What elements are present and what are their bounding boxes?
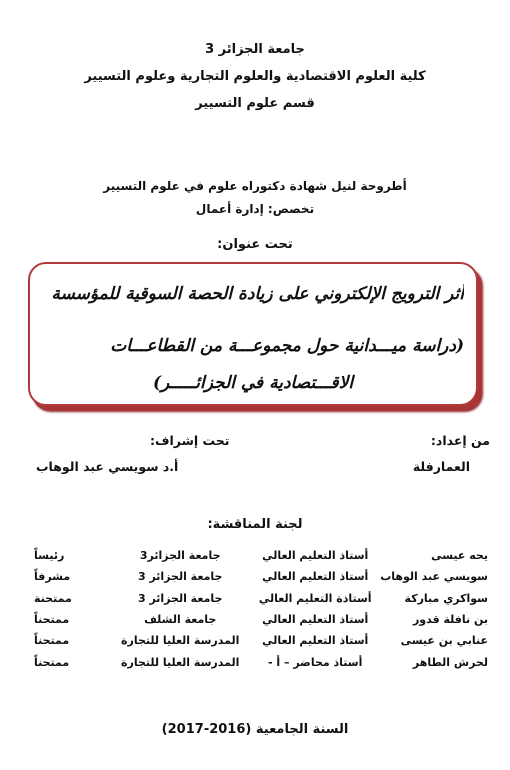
university-name: جامعة الجزائر 3 bbox=[205, 42, 305, 57]
table-row bbox=[20, 630, 490, 651]
member-name: بن نافلة قدور bbox=[412, 613, 488, 627]
table-row bbox=[20, 609, 490, 630]
member-role: ممتحناً bbox=[34, 655, 70, 669]
member-institution: المدرسة العليا للتجارة bbox=[121, 655, 240, 669]
member-institution: جامعة الجزائر 3 bbox=[137, 570, 223, 584]
prepared-by-name: العمارفلة bbox=[412, 459, 470, 474]
member-institution: جامعة الجزائر3 bbox=[139, 549, 221, 563]
committee-title: لجنة المناقشة: bbox=[207, 517, 303, 532]
supervisor-label: تحت إشراف: bbox=[150, 433, 230, 448]
committee-table bbox=[20, 545, 490, 673]
member-institution: جامعة الشلف bbox=[144, 613, 217, 627]
member-rank: أستاذ التعليم العالي bbox=[262, 549, 369, 563]
member-name: سويسي عبد الوهاب bbox=[380, 570, 488, 584]
supervisor-name: أ.د سويسي عبد الوهاب bbox=[36, 459, 179, 474]
member-institution: المدرسة العليا للتجارة bbox=[121, 634, 240, 648]
table-row bbox=[20, 651, 490, 672]
member-name: سواكري مباركة bbox=[404, 591, 488, 605]
prepared-by-label: من إعداد: bbox=[430, 433, 490, 448]
member-rank: أستاذة التعليم العالي bbox=[258, 591, 372, 605]
member-institution: جامعة الجزائر 3 bbox=[137, 591, 223, 605]
member-rank: أستاذ التعليم العالي bbox=[262, 634, 369, 648]
member-role: رئيساً bbox=[34, 549, 65, 563]
title-intro: تحت عنوان: bbox=[217, 237, 293, 252]
table-row bbox=[20, 588, 490, 609]
member-rank: أستاذ التعليم العالي bbox=[262, 570, 369, 584]
member-rank: أستاذ التعليم العالي bbox=[262, 613, 369, 627]
academic-year: السنة الجامعية (2016-2017) bbox=[161, 722, 349, 737]
degree-line: أطروحة لنيل شهادة دكتوراه علوم في علوم التسيير bbox=[103, 179, 407, 193]
thesis-title-line-1: أثر الترويج الإلكتروني على زيادة الحصة السوقية للمؤسسة bbox=[51, 284, 464, 304]
member-name: يحه عيسى bbox=[431, 549, 488, 563]
member-role: ممتحناً bbox=[34, 634, 70, 648]
member-name: لحرش الطاهر bbox=[412, 655, 488, 669]
member-rank: أستاذ محاضر – أ - bbox=[268, 655, 363, 669]
faculty-name: كلية العلوم الاقتصادية والعلوم التجارية وعلوم التسيير bbox=[84, 69, 426, 84]
member-role: ممتحنة bbox=[34, 591, 72, 605]
department-name: قسم علوم التسيير bbox=[195, 96, 315, 111]
member-role: مشرفاً bbox=[34, 570, 71, 584]
thesis-title-line-2: (دراسة ميـــدانية حول مجموعـــة من القطاعـــات bbox=[110, 336, 464, 356]
member-role: ممتحناً bbox=[34, 613, 70, 627]
table-row bbox=[20, 545, 490, 566]
thesis-title-box bbox=[28, 262, 478, 406]
specialty-line: تخصص: إدارة أعمال bbox=[195, 202, 315, 216]
table-row bbox=[20, 566, 490, 587]
member-name: عنابي بن عيسى bbox=[400, 634, 488, 648]
thesis-title-line-3: الاقـــتصادية في الجزائـــــر) bbox=[152, 373, 354, 393]
